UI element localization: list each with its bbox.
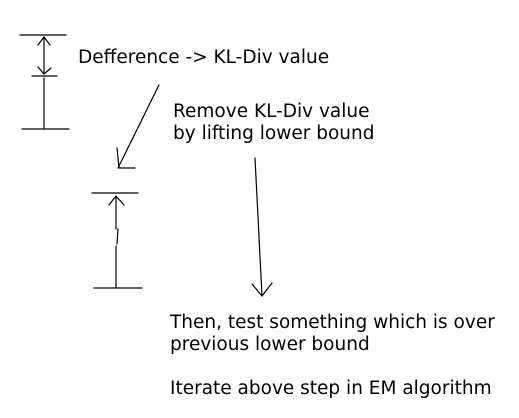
remove-kl-label-line2: by lifting lower bound xyxy=(173,123,375,144)
remove-kl-label-line1: Remove KL-Div value xyxy=(173,101,370,122)
diagonal-arrow-shaft xyxy=(118,85,159,168)
lifted-bound-diagram xyxy=(92,193,142,288)
kl-difference-label: Defference -> KL-Div value xyxy=(78,47,330,68)
diagonal-arrow xyxy=(117,85,159,168)
lift-arrow-mark xyxy=(117,229,118,244)
down-arrow xyxy=(252,158,272,296)
kl-gap-diagram xyxy=(20,35,69,129)
test-step-label-line1: Then, test something which is over xyxy=(170,312,495,333)
iterate-em-label: Iterate above step in EM algorithm xyxy=(170,378,492,399)
test-step-label-line2: previous lower bound xyxy=(170,334,370,355)
down-arrow-shaft xyxy=(255,158,262,296)
